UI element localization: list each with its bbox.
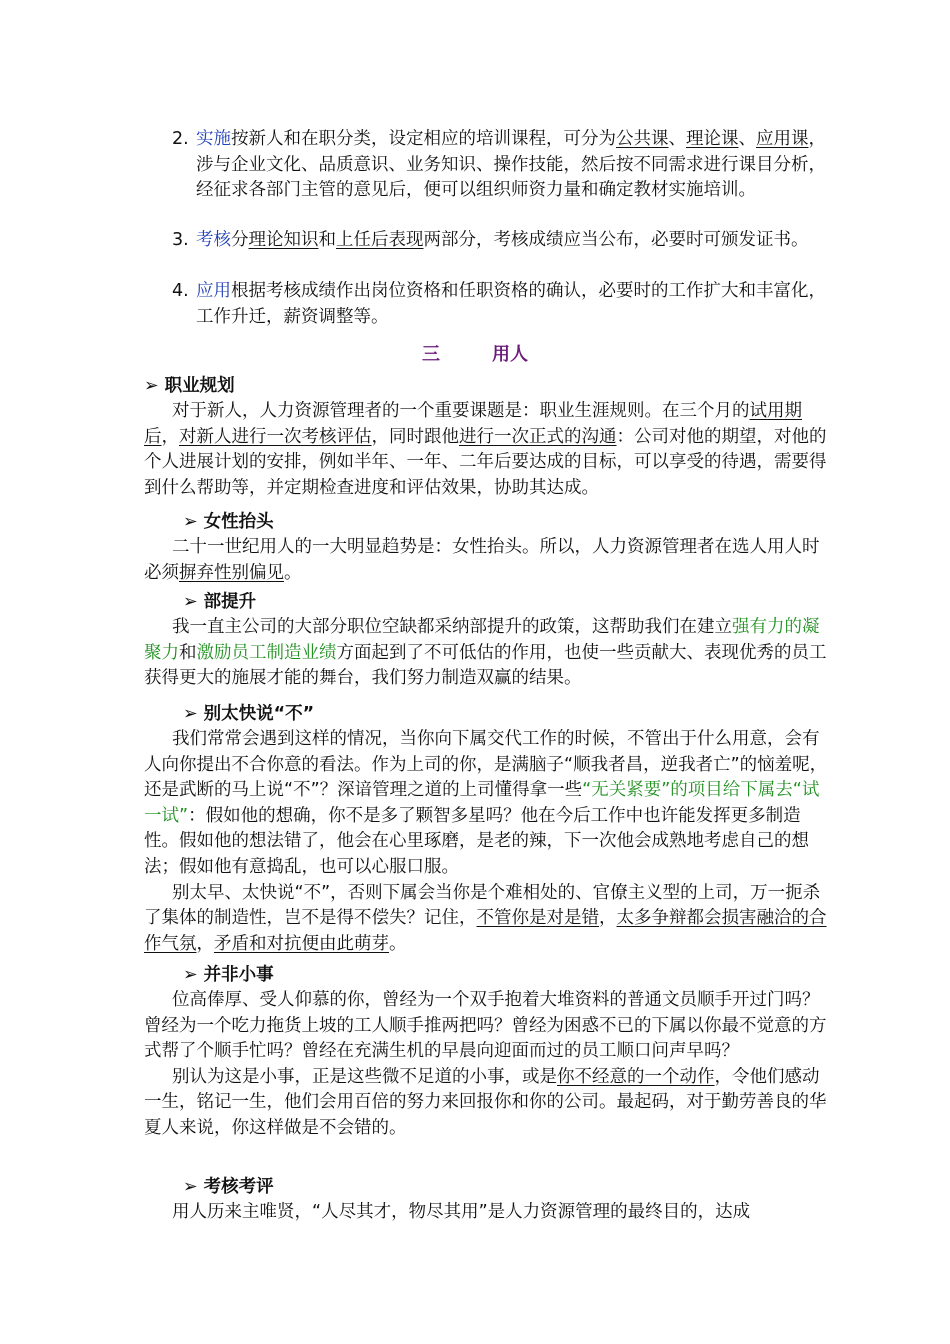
- item-keyword: 考核: [196, 230, 231, 250]
- text: ，同时跟他: [371, 426, 459, 447]
- item-keyword: 应用: [196, 281, 231, 301]
- text: 。: [389, 933, 407, 954]
- item-number: 2.: [172, 129, 189, 149]
- underlined-term: 不管你是对是错: [476, 908, 599, 929]
- list-item-4: [172, 279, 834, 330]
- heading-text: 女性抬头: [203, 512, 274, 532]
- paragraph-women: [144, 535, 834, 586]
- text: 位高俸厚、受人仰慕的你，曾经为一个双手抱着大堆资料的普通文员顺手开过门吗？曾经为一个吃力拖货上坡的工人顺手推两把吗？曾经为困惑不已的下属以你最不觉意的方式帮了个顺手忙吗？曾经在充满生机的早晨向迎面而过的员工顺口问声早吗？: [144, 990, 827, 1062]
- item-text: 分: [231, 230, 249, 250]
- separator: 、: [738, 129, 756, 149]
- item-number: 4.: [172, 281, 189, 301]
- heading-women: [183, 510, 274, 535]
- highlight-term: 激励员工制造业绩: [196, 642, 337, 663]
- text: 二十一世纪用人的一大明显趋势是：女性抬头。所以，人力资源管理者在选人用人时必须: [144, 537, 820, 583]
- separator: ，: [599, 908, 617, 929]
- item-keyword: 实施: [196, 129, 231, 149]
- underlined-term: 你不经意的一个动作: [557, 1066, 715, 1087]
- heading-promote: [183, 590, 256, 615]
- text: ，令他们感动一生，铭记一生，他们会用百倍的努力来回报你和你的公司。最起码，对于勤劳善良的华夏人来说，你这样做是不会错的。: [144, 1066, 827, 1138]
- separator: 和: [318, 230, 336, 250]
- underlined-term: 矛盾和对抗便由此萌芽: [214, 933, 389, 954]
- arrow-bullet-icon: ➢: [183, 512, 198, 532]
- underlined-term: 理论课: [686, 129, 739, 149]
- underlined-term: 进行一次正式的沟通: [459, 426, 617, 447]
- text: 用人历来主唯贤，“人尽其才，物尽其用”是人力资源管理的最终目的，达成: [172, 1202, 751, 1222]
- text: 对于新人，人力资源管理者的一个重要课题是：职业生涯规则。在三个月的: [172, 401, 750, 421]
- list-item-3: [172, 228, 834, 254]
- item-number: 3.: [172, 230, 189, 250]
- heading-text: 部提升: [203, 592, 257, 612]
- paragraph-small: [144, 988, 834, 1142]
- paragraph-career: [144, 399, 834, 501]
- separator: 、: [668, 129, 686, 149]
- section-number: 三: [422, 344, 440, 365]
- underlined-term: 太多争辩都会损害融洽的合作气氛: [144, 908, 827, 954]
- text: 我一直主公司的大部分职位空缺都采纳部提升的政策，这帮助我们在建立: [172, 617, 732, 637]
- item-text: ，涉与企业文化、品质意识、业务知识、操作技能，然后按不同需求进行课目分析，经征求各部门主管的意见后，便可以组织师资力量和确定教材实施培训。: [196, 129, 826, 201]
- separator: 和: [179, 642, 197, 663]
- text: 。: [284, 562, 302, 583]
- text: ：公司对他的期望，对他的个人进展计划的安排，例如半年、一年、二年后要达成的目标，可以享受的待遇，需要得到什么帮助等，并定期检查进度和评估效果，协助其达成。: [144, 426, 827, 498]
- underlined-term: 公共课: [616, 129, 669, 149]
- heading-career: [144, 374, 235, 399]
- underlined-term: 对新人进行一次考核评估: [179, 426, 372, 447]
- section-heading: 用人: [492, 344, 528, 365]
- text: 别太早、太快说“不”，否则下属会当你是个难相处的、官僚主义型的上司，万一扼杀了集体的制造性，岂不是得不偿失？记住，: [144, 882, 821, 929]
- arrow-bullet-icon: ➢: [183, 592, 198, 612]
- paragraph-promote: [144, 615, 834, 692]
- underlined-term: 应用课: [756, 129, 809, 149]
- item-text: 根据考核成绩作出岗位资格和任职资格的确认，必要时的工作扩大和丰富化，工作升迁，薪资调整等。: [196, 281, 826, 327]
- heading-eval: [183, 1175, 274, 1200]
- heading-text: 别太快说“不”: [203, 704, 315, 724]
- paragraph-no: [144, 727, 834, 957]
- arrow-bullet-icon: ➢: [183, 704, 198, 724]
- arrow-bullet-icon: ➢: [183, 965, 198, 985]
- heading-no: [183, 702, 314, 727]
- highlight-term: 强有力的凝聚力: [144, 617, 820, 663]
- text: ：假如他的想确，你不是多了颗智多星吗？他在今后工作中也许能发挥更多制造性。假如他的想法错了，他会在心里琢磨，是老的辣，下一次他会成熟地考虑自己的想法；假如他有意捣乱，也可以心服口服。: [144, 805, 809, 877]
- heading-text: 考核考评: [203, 1177, 274, 1197]
- arrow-bullet-icon: ➢: [183, 1177, 198, 1197]
- arrow-bullet-icon: ➢: [144, 376, 159, 396]
- heading-small: [183, 963, 274, 988]
- text: 方面起到了不可低估的作用，也使一些贡献大、表现优秀的员工获得更大的施展才能的舞台，我们努力制造双赢的结果。: [144, 642, 827, 689]
- underlined-term: 理论知识: [248, 230, 319, 250]
- item-text: 按新人和在职分类，设定相应的培训课程，可分为: [231, 129, 616, 149]
- underlined-term: 上任后表现: [336, 230, 424, 250]
- text: 我们常常会遇到这样的情况，当你向下属交代工作的时候，不管出于什么用意，会有人向你提出不合你意的看法。作为上司的你，是满脑子“顺我者昌，逆我者亡”的恼羞呢，还是武断的马上说“不”？深谙管理之道的上司懂得拿一些: [144, 729, 828, 801]
- item-text: 两部分，考核成绩应当公布，必要时可颁发证书。: [423, 230, 809, 250]
- paragraph-eval: [144, 1200, 834, 1226]
- underlined-term: 试用期后: [144, 401, 802, 447]
- list-item-2: [172, 127, 834, 204]
- separator: ，: [196, 933, 214, 954]
- separator: ，: [161, 426, 179, 447]
- underlined-term: 摒弃性别偏见: [179, 562, 284, 583]
- text: 别认为这是小事，正是这些微不足道的小事，或是: [172, 1066, 557, 1087]
- heading-text: 职业规划: [164, 376, 235, 396]
- heading-text: 并非小事: [203, 965, 274, 985]
- highlight-term: “无关紧要”的项目给下属去“试一试”: [144, 780, 820, 826]
- section-title: [0, 340, 950, 366]
